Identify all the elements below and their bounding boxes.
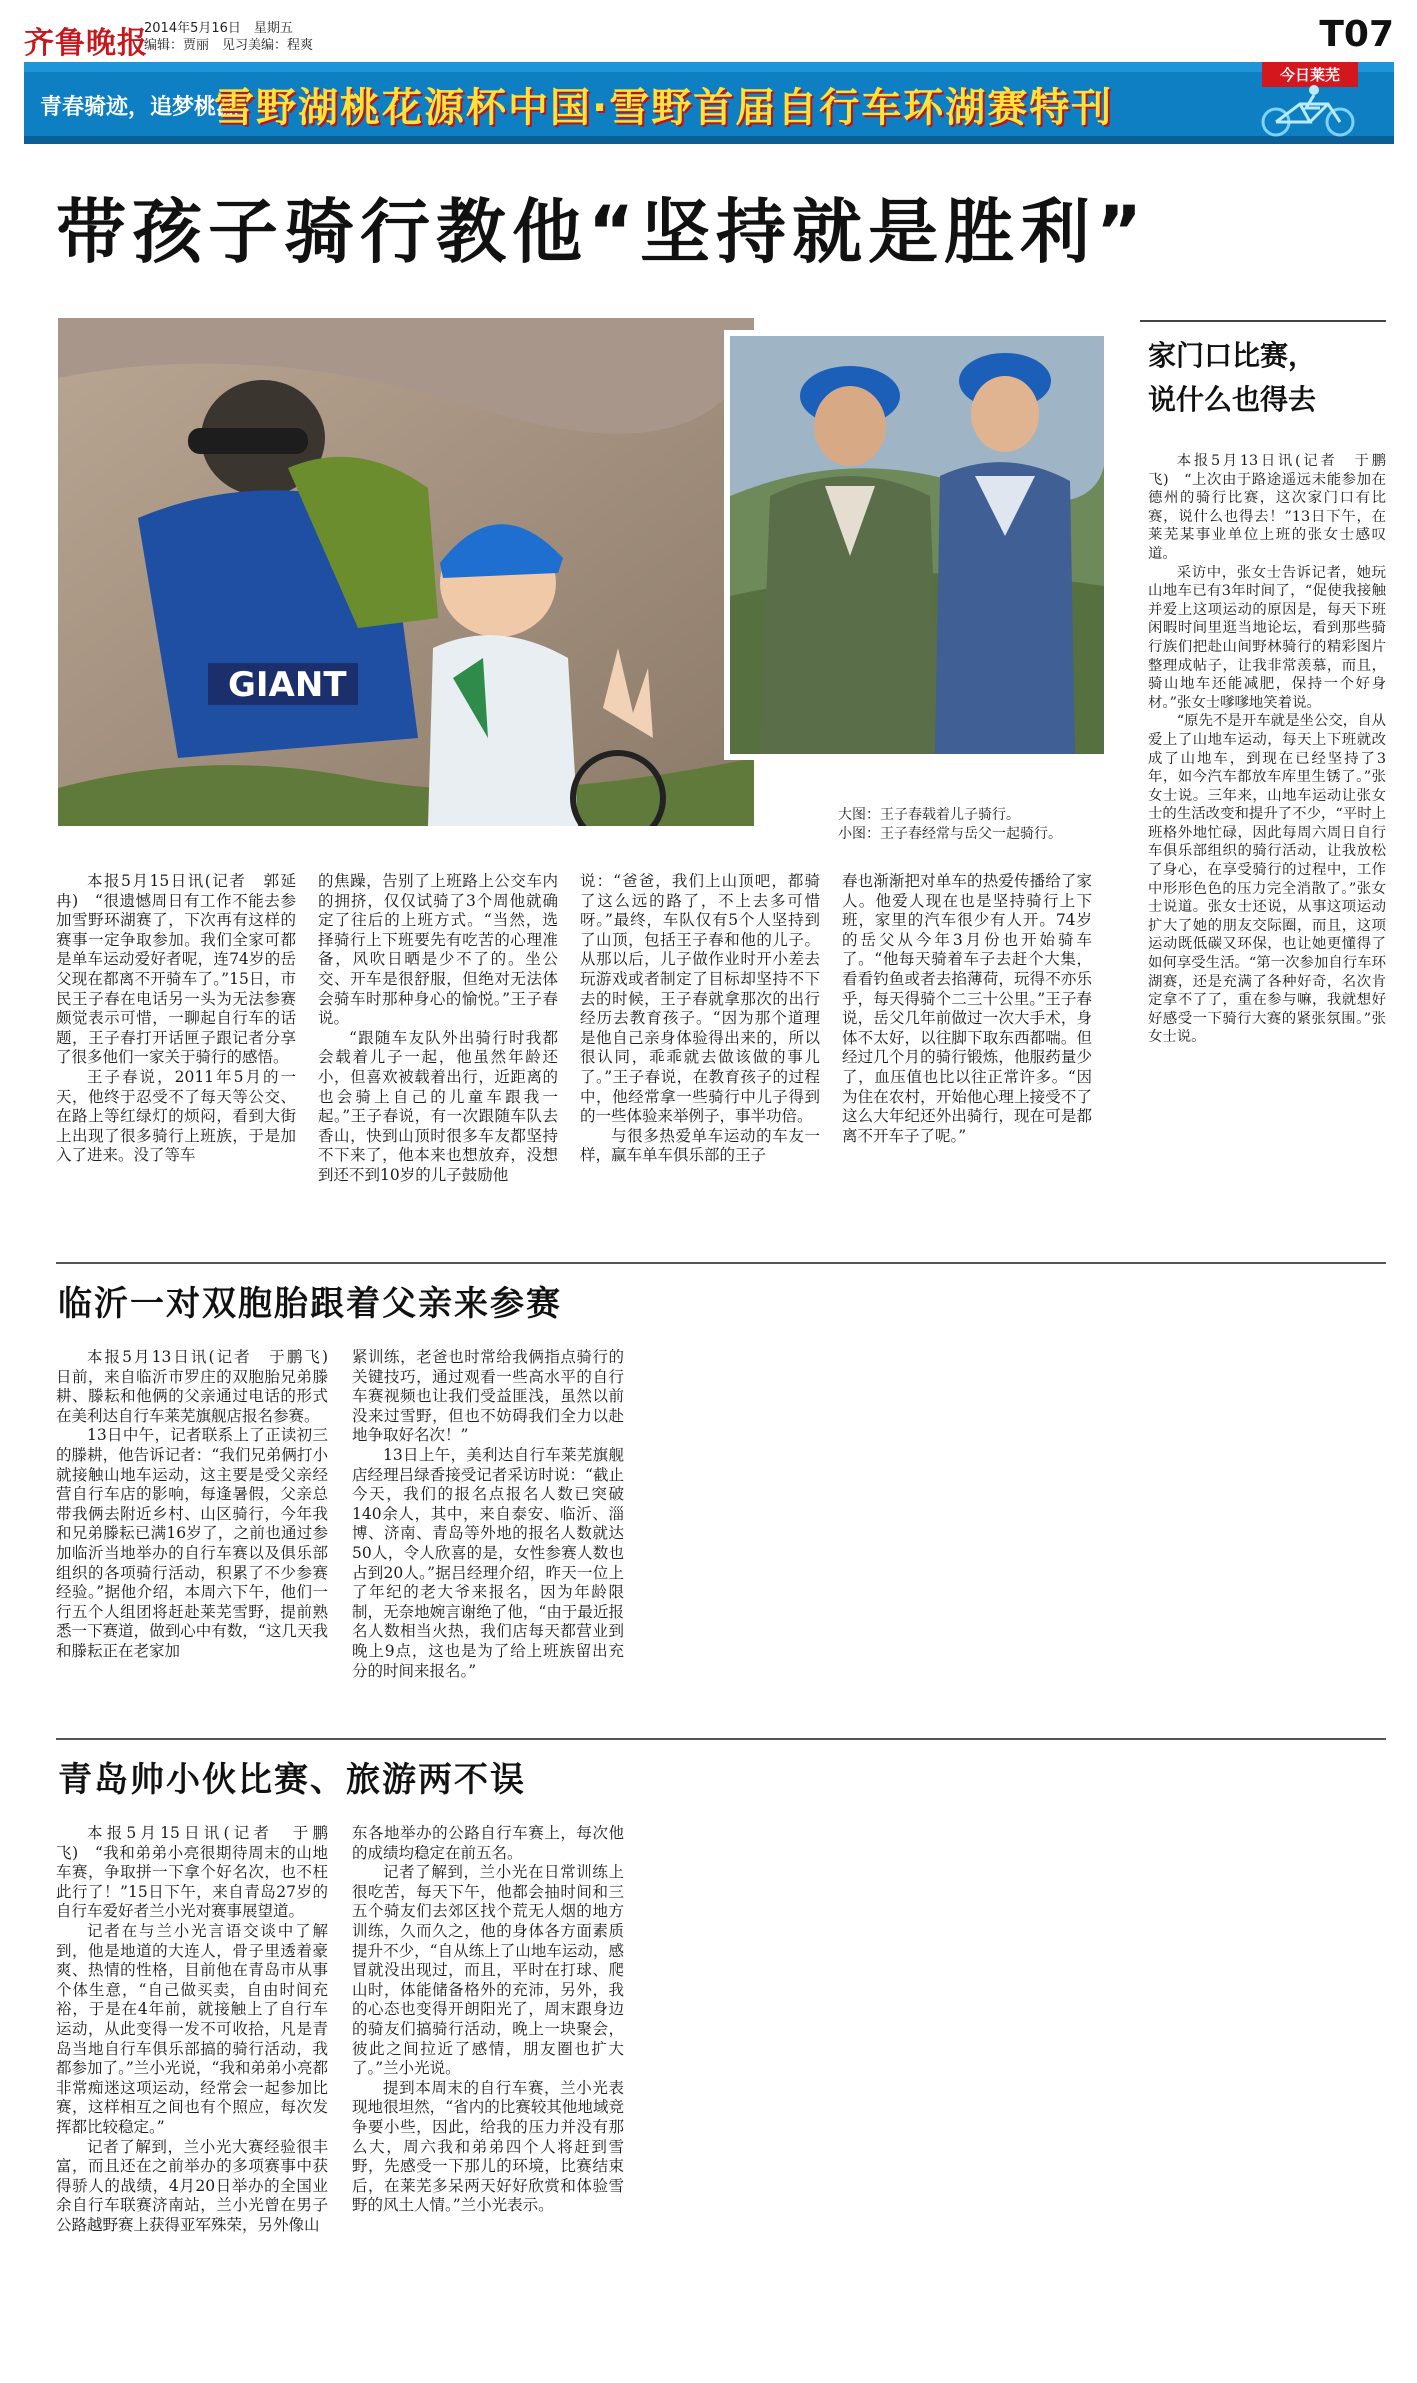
sidebar-headline-line: 说什么也得去 bbox=[1148, 383, 1317, 416]
paper-logo: 齐鲁晚报 bbox=[24, 26, 148, 61]
main-story-column-4 bbox=[842, 872, 1092, 1146]
story2-column-2 bbox=[352, 1348, 624, 1681]
caption-big-photo: 大图：王子春载着儿子骑行。 bbox=[838, 807, 1020, 823]
issue-meta bbox=[144, 20, 313, 54]
section-tag: 今日莱芜 bbox=[1262, 62, 1358, 87]
sidebar-headline bbox=[1148, 334, 1316, 422]
section-divider bbox=[56, 1262, 1386, 1264]
story3-column-1 bbox=[56, 1824, 328, 2235]
paragraph: “原先不是开车就是坐公交，自从爱上了山地车运动，每天上下班就改成了山地车，到现在已经坚持了3年，如今汽车都放车库里生锈了。”张女士说。三年来，山地车运动让张女士的生活改变和提升了不少，“平时上班格外地忙碌，因此每周六周日自行车俱乐部组织的骑行活动，让我放松了身心，在享受骑行的过程中，工作中形形色色的压力完全消散了。”张女士说道。张女士还说，从事这项运动扩大了她的朋友交际圈，而且，这项运动既低碳又环保，也让她更懂得了如何享受生活。“第一次参加自行车环湖赛，还是充满了各种好奇，名次肯定拿不了了，重在参与嘛，我就想好好感受一下骑行大赛的紧张氛围。”张女士说。 bbox=[1148, 713, 1386, 1046]
paragraph: 本报5月15日讯(记者 于鹏飞) “我和弟弟小亮很期待周末的山地车赛，争取拼一下拿个好名次，也不枉此行了！”15日下午，来自青岛27岁的自行车爱好者兰小光对赛事展望道。 bbox=[56, 1824, 328, 1921]
paragraph: 13日上午，美利达自行车莱芜旗舰店经理吕绿香接受记者采访时说：“截止今天，我们的报名点报名人数已突破140余人，其中，来自泰安、临沂、淄博、济南、青岛等外地的报名人数就达50人，令人欣喜的是，女性参赛人数也占到20人。”据吕经理介绍，昨天一位上了年纪的老大爷来报名，因为年龄限制，无奈地婉言谢绝了他，“由于最近报名人数相当火热，我们店每天都营业到晚上9点，这也是为了给上班族留出充分的时间来报名。” bbox=[352, 1445, 624, 1680]
paragraph: 记者了解到，兰小光大赛经验很丰富，而且还在之前举办的多项赛事中获得骄人的战绩，4月20日举办的全国业余自行车联赛济南站，兰小光曾在男子公路越野赛上获得亚军殊荣，另外像山 bbox=[56, 2137, 328, 2234]
caption-small-photo: 小图：王子春经常与岳父一起骑行。 bbox=[838, 826, 1062, 842]
paragraph: 紧训练，老爸也时常给我俩指点骑行的关键技巧，通过观看一些高水平的自行车赛视频也让我们受益匪浅，虽然以前没来过雪野，但也不妨碍我们全力以赴地争取好名次！” bbox=[352, 1348, 624, 1445]
paragraph: 与很多热爱单车运动的车友一样，赢车单车俱乐部的王子 bbox=[580, 1126, 820, 1165]
photo-illustration bbox=[730, 336, 1104, 754]
banner-top-band bbox=[24, 62, 1394, 72]
paragraph: 本报5月13日讯(记者 于鹏飞) “上次由于路途遥远未能参加在德州的骑行比赛，这次家门口有比赛，说什么也得去！”13日下午，在莱芜某事业单位上班的张女士感叹道。 bbox=[1148, 453, 1386, 562]
paragraph: 13日中午，记者联系上了正读初三的滕耕，他告诉记者：“我们兄弟俩打小就接触山地车运动，这主要是受父亲经营自行车店的影响，每逢暑假，父亲总带我俩去附近乡村、山区骑行，今年我和兄弟滕耘已满16岁了，之前也通过参加临沂当地举办的自行车赛以及俱乐部组织的各项骑行活动，积累了不少参赛经验。”据他介绍，本周六下午，他们一行五个人组团将赶赴莱芜雪野，提前熟悉一下赛道，做到心中有数，“这几天我和滕耘正在老家加 bbox=[56, 1426, 328, 1660]
story3-column-2 bbox=[352, 1824, 624, 2216]
sidebar-rule bbox=[1140, 320, 1386, 322]
paragraph: “跟随车友队外出骑行时我都会载着儿子一起，他虽然年龄还小，但喜欢被载着出行，近距离的也会骑上自己的儿童车跟我一起。”王子春说，有一次跟随车队去香山，快到山顶时很多车友都坚持不下来了，他本来也想放弃，没想到还不到10岁的儿子鼓励他 bbox=[318, 1028, 558, 1184]
banner-title: 雪野湖桃花源杯中国·雪野首届自行车环湖赛特刊 bbox=[214, 85, 1114, 131]
paragraph: 记者在与兰小光言语交谈中了解到，他是地道的大连人，骨子里透着豪爽、热情的性格，目前他在青岛市从事个体生意，“自己做买卖，自由时间充裕，于是在4年前，就接触上了自行车运动，从此变得一发不可收拾，凡是青岛当地自行车俱乐部搞的骑行活动，我都参加了。”兰小光说，“我和弟弟小亮都非常痴迷这项运动，经常会一起参加比赛，这样相互之间也有个照应，每次发挥都比较稳定。” bbox=[56, 1921, 328, 2136]
paragraph: 说：“爸爸，我们上山顶吧，都骑了这么远的路了，不上去多可惜呀。”最终，车队仅有5个人坚持到了山顶，包括王子春和他的儿子。从那以后，儿子做作业时开小差去玩游戏或者制定了目标却坚持不下去的时候，王子春就拿那次的出行经历去教育孩子。“因为那个道理是他自己亲身体验得出来的，所以很认同，乖乖就去做该做的事儿了。”王子春说，在教育孩子的过程中，他经常拿一些骑行中儿子得到的一些体验来举例子，事半功倍。 bbox=[580, 872, 820, 1126]
main-story-column-3 bbox=[580, 872, 820, 1166]
paragraph: 的焦躁，告别了上班路上公交车内的拥挤，仅仅试骑了3个周他就确定了往后的上班方式。“当然，选择骑行上下班要先有吃苦的心理准备，风吹日晒是少不了的。坐公交、开车是很舒服，但绝对无法体会骑车时那种身心的愉悦。”王子春说。 bbox=[318, 872, 558, 1028]
sidebar-story-body bbox=[1148, 452, 1386, 1047]
sidebar-headline-line: 家门口比赛， bbox=[1148, 339, 1317, 372]
masthead bbox=[24, 14, 1394, 60]
special-issue-banner bbox=[24, 62, 1394, 144]
issue-editors: 编辑：贾丽 见习美编：程爽 bbox=[144, 38, 314, 53]
main-headline: 带孩子骑行教他“坚持就是胜利” bbox=[56, 191, 1149, 273]
page-number: T07 bbox=[1319, 14, 1394, 55]
photo-caption bbox=[838, 806, 1062, 844]
photo-illustration bbox=[58, 318, 754, 826]
banner-bottom-band bbox=[24, 136, 1394, 144]
banner-slogan: 青春骑迹，追梦桃源 bbox=[40, 95, 239, 120]
paragraph: 提到本周末的自行车赛，兰小光表现地很坦然，“省内的比赛较其他地域竞争要小些，因此，给我的压力并没有那么大，周六我和弟弟四个人将赶到雪野，先感受一下那儿的环境，比赛结束后，在莱芜多呆两天好好欣赏和体验雪野的风土人情。”兰小光表示。 bbox=[352, 2078, 624, 2215]
paragraph: 记者了解到，兰小光在日常训练上很吃苦，每天下午，他都会抽时间和三五个骑友们去郊区找个荒无人烟的地方训练，久而久之，他的身体各方面素质提升不少，“自从练上了山地车运动，感冒就没出现过，而且，平时在打球、爬山时，体能储备格外的充沛，另外，我的心态也变得开朗阳光了，周末跟身边的骑友们搞骑行活动，晚上一块聚会，彼此之间拉近了感情，朋友圈也扩大了。”兰小光说。 bbox=[352, 1863, 624, 2078]
two-cyclists-portrait-photo bbox=[724, 330, 1110, 760]
issue-date: 2014年5月16日 星期五 bbox=[144, 21, 293, 36]
story3-headline: 青岛帅小伙比赛、旅游两不误 bbox=[58, 1760, 526, 1800]
paragraph: 本报5月15日讯(记者 郭延冉) “很遗憾周日有工作不能去参加雪野环湖赛了，下次再有这样的赛事一定争取参加。我们全家可都是单车运动爱好者呢，连74岁的岳父现在都离不开骑车了。”15日，市民王子春在电话另一头为无法参赛颇觉表示可惜，一聊起自行车的话题，王子春打开话匣子跟记者分享了很多他们一家关于骑行的感悟。 bbox=[56, 872, 296, 1067]
main-story-column-1 bbox=[56, 872, 296, 1166]
paragraph: 采访中，张女士告诉记者，她玩山地车已有3年时间了，“促使我接触并爱上这项运动的原因是，每天下班闲暇时间里逛当地论坛，看到那些骑行族们把赴山间野林骑行的精彩图片整理成帖子，让我非常羡慕，而且，骑山地车还能减肥，保持一个好身材。”张女士嗲嗲地笑着说。 bbox=[1148, 564, 1386, 711]
father-son-cycling-photo bbox=[58, 318, 754, 826]
story2-headline: 临沂一对双胞胎跟着父亲来参赛 bbox=[58, 1284, 562, 1324]
svg-text:GIANT: GIANT bbox=[228, 665, 347, 705]
story2-column-1 bbox=[56, 1348, 344, 1662]
section-divider bbox=[56, 1738, 1386, 1740]
paragraph: 东各地举办的公路自行车赛上，每次他的成绩均稳定在前五名。 bbox=[352, 1824, 624, 1862]
paragraph: 王子春说，2011年5月的一天，他终于忍受不了每天等公交、在路上等红绿灯的烦闷，看到大街上出现了很多骑行上班族，于是加入了进来。没了等车 bbox=[56, 1067, 296, 1165]
paragraph: 本报5月13日讯(记者 于鹏飞) 日前，来自临沂市罗庄的双胞胎兄弟滕耕、滕耘和他俩的父亲通过电话的形式在美利达自行车莱芜旗舰店报名参赛。 bbox=[56, 1348, 344, 1425]
main-story-column-2 bbox=[318, 872, 558, 1186]
paragraph: 春也渐渐把对单车的热爱传播给了家人。他爱人现在也是坚持骑行上下班，家里的汽车很少有人开。74岁的岳父从今年3月份也开始骑车了。“他每天骑着车子去赶个大集，看看钓鱼或者去掐薄荷，玩得不亦乐乎，每天得骑个二三十公里。”王子春说，岳父几年前做过一次大手术，身体不太好，以往脚下取东西都喘。但经过几个月的骑行锻炼，他服药量少了，血压值也比以往正常许多。“因为住在农村，开始他心理上接受不了这么大年纪还外出骑行，现在可是都离不开车子了呢。” bbox=[842, 872, 1092, 1145]
cyclist-icon bbox=[1248, 84, 1368, 138]
